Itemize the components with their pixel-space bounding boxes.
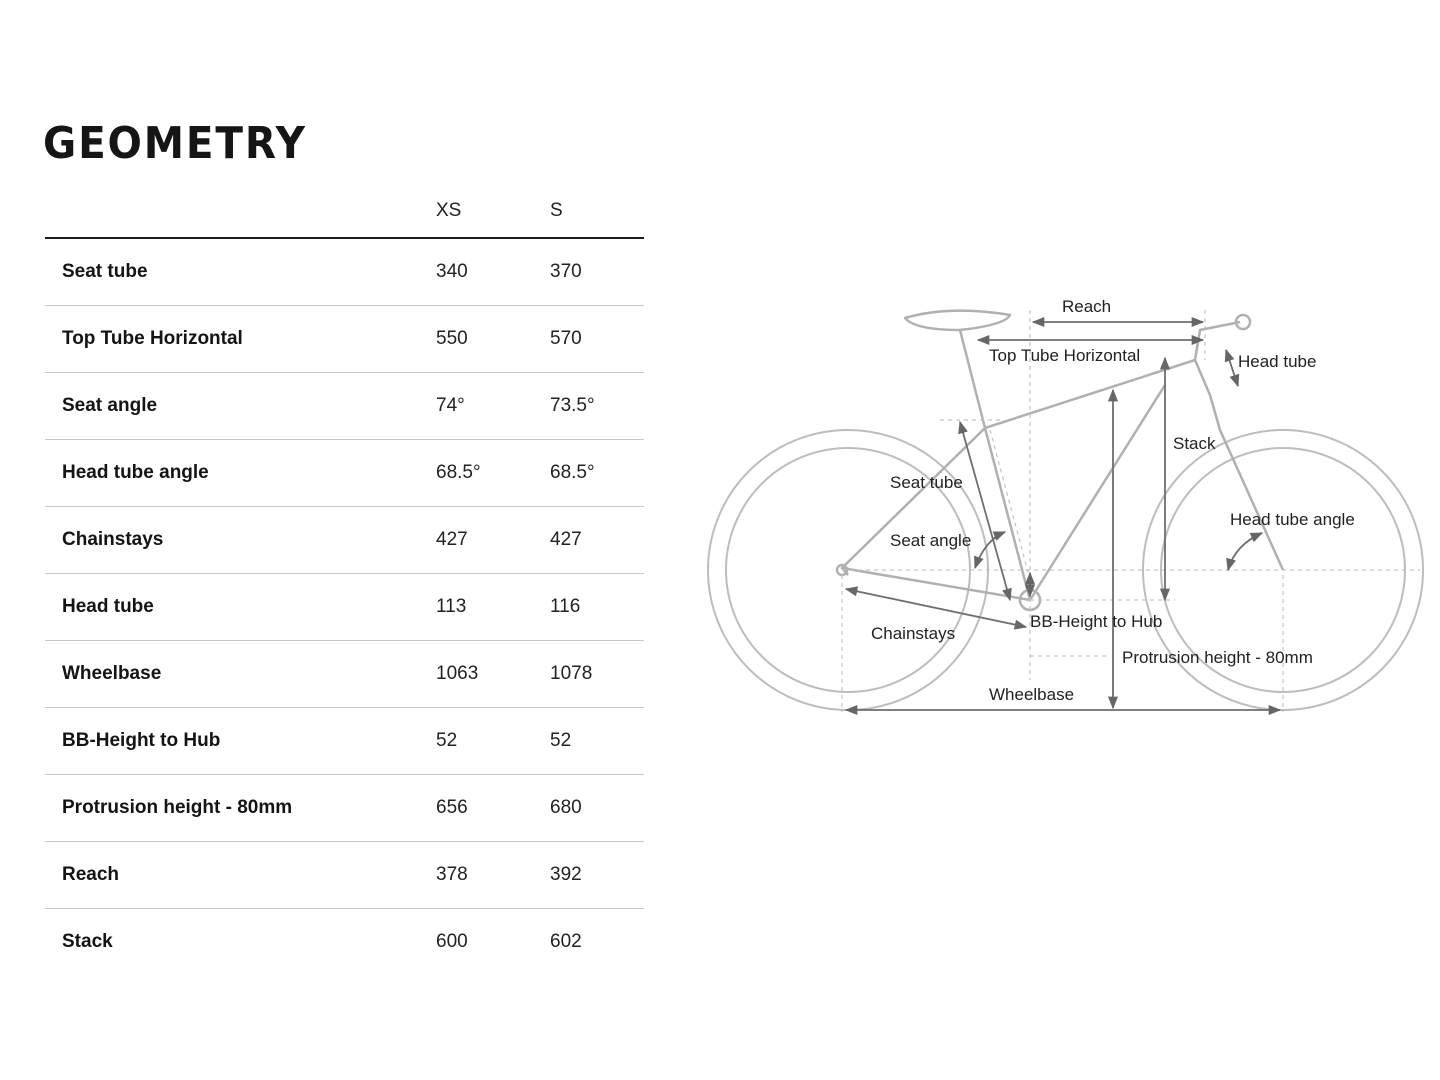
table-row <box>45 440 644 507</box>
row-label: Chainstays <box>45 507 435 574</box>
table-row <box>45 306 644 373</box>
label-chainstays: Chainstays <box>871 624 956 643</box>
geometry-table <box>45 185 644 975</box>
table-row <box>45 574 644 641</box>
label-stack: Stack <box>1173 434 1216 453</box>
table-row <box>45 775 644 842</box>
value-s: 116 <box>550 574 644 641</box>
row-label: Protrusion height - 80mm <box>45 775 435 842</box>
value-s: 680 <box>550 775 644 842</box>
table-row <box>45 708 644 775</box>
label-protrusion: Protrusion height - 80mm <box>1122 648 1313 667</box>
label-reach: Reach <box>1062 297 1112 316</box>
value-xs: 52 <box>435 708 550 775</box>
value-xs: 550 <box>435 306 550 373</box>
value-s: 370 <box>550 238 644 306</box>
value-xs: 656 <box>435 775 550 842</box>
label-bb-height: BB-Height to Hub <box>1030 612 1163 631</box>
table-row <box>45 507 644 574</box>
table-row <box>45 238 644 306</box>
value-xs: 1063 <box>435 641 550 708</box>
value-xs: 113 <box>435 574 550 641</box>
table-row <box>45 641 644 708</box>
value-s: 68.5° <box>550 440 644 507</box>
value-s: 52 <box>550 708 644 775</box>
bike-geometry-diagram <box>700 290 1440 730</box>
header-xs: XS <box>435 185 550 238</box>
table-row <box>45 909 644 976</box>
table-header-row <box>45 185 644 238</box>
label-top-tube: Top Tube Horizontal <box>989 346 1141 365</box>
value-s: 427 <box>550 507 644 574</box>
row-label: Head tube <box>45 574 435 641</box>
value-s: 392 <box>550 842 644 909</box>
value-xs: 600 <box>436 931 468 952</box>
row-label: Seat tube <box>45 238 435 306</box>
label-head-tube: Head tube <box>1238 352 1317 371</box>
value-s: 602 <box>550 931 582 952</box>
label-seat-angle: Seat angle <box>890 531 972 550</box>
row-label: Wheelbase <box>45 641 435 708</box>
value-s: 570 <box>550 306 644 373</box>
page-title: GEOMETRY <box>43 118 307 169</box>
row-label: BB-Height to Hub <box>45 708 435 775</box>
row-label: Seat angle <box>45 373 435 440</box>
value-xs: 340 <box>435 238 550 306</box>
label-seat-tube: Seat tube <box>890 473 963 492</box>
header-s: S <box>550 185 644 238</box>
value-s: 1078 <box>550 641 644 708</box>
row-label: Reach <box>45 842 435 909</box>
label-head-tube-angle: Head tube angle <box>1230 510 1355 529</box>
value-s: 73.5° <box>550 373 644 440</box>
value-xs: 68.5° <box>435 440 550 507</box>
header-label <box>45 185 435 238</box>
table-row <box>45 373 644 440</box>
table-row <box>45 842 644 909</box>
label-wheelbase: Wheelbase <box>989 685 1075 704</box>
value-xs: 378 <box>435 842 550 909</box>
value-xs: 74° <box>435 373 550 440</box>
row-label: Top Tube Horizontal <box>45 306 435 373</box>
row-label: Head tube angle <box>45 440 435 507</box>
value-xs: 427 <box>435 507 550 574</box>
row-label: Stack <box>62 931 113 952</box>
